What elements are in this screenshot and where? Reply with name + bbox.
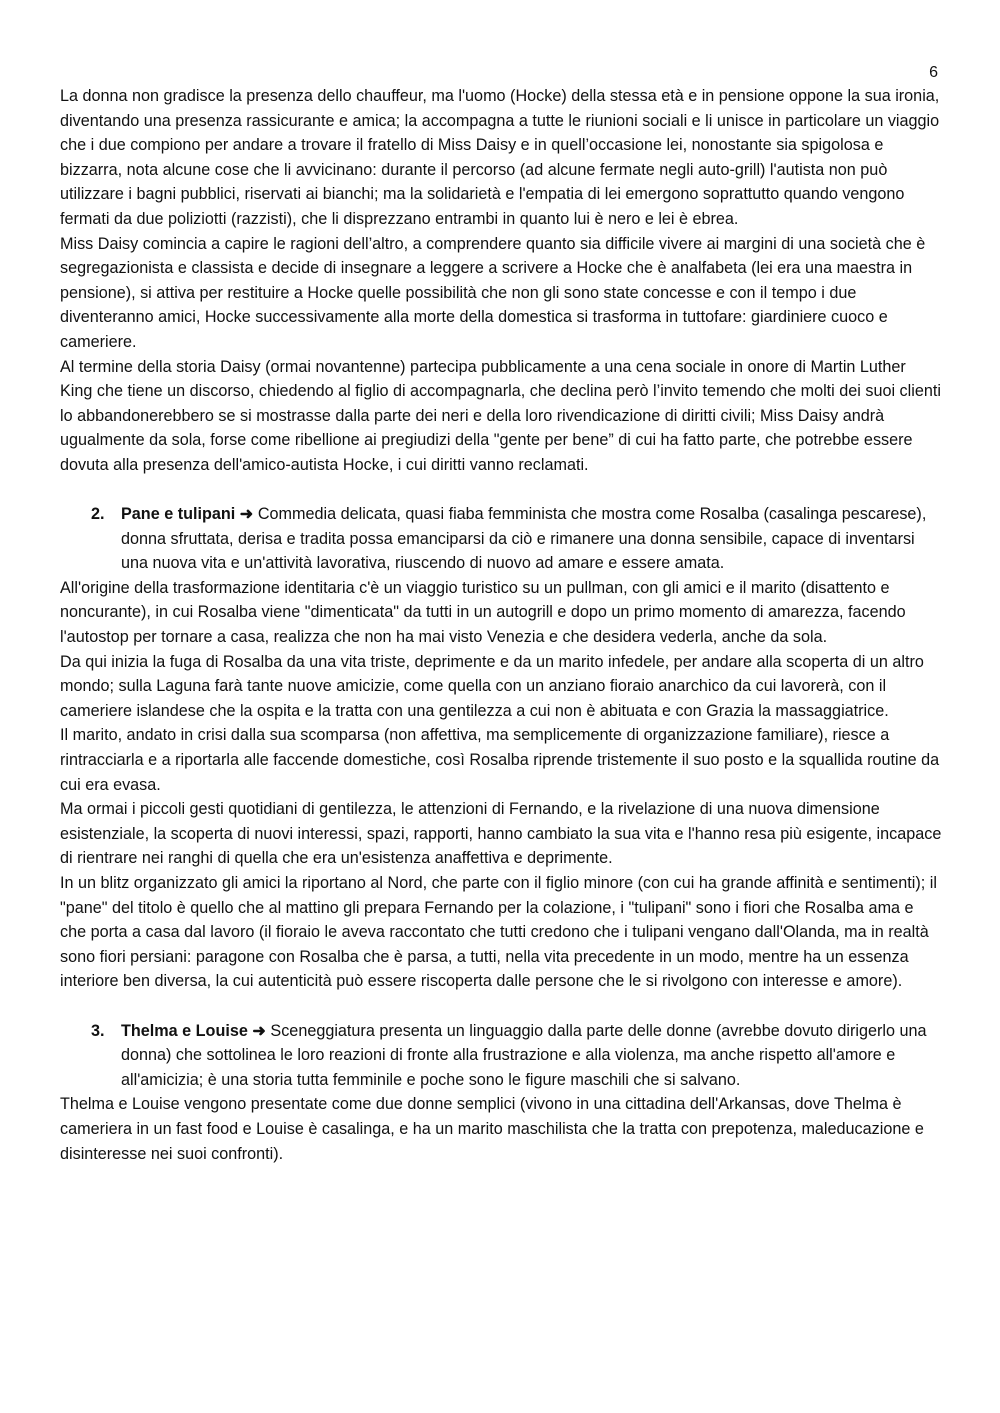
film-description: Commedia delicata, quasi fiaba femminista che mostra come Rosalba (casalinga pescarese), donna sfruttata, derisa e tradita possa emanciparsi da ciò e rimanere una donna sensibile, capace di inventarsi una nuova vita e un'attività lavorativa, riuscendo di nuovo ad amare e essere amata.	[121, 505, 927, 573]
list-item-thelma-e-louise	[60, 1019, 942, 1093]
paragraph: Da qui inizia la fuga di Rosalba da una vita triste, deprimente e da un marito infedele, per andare alla scoperta di un altro mondo; sulla Laguna farà tante nuove amicizie, come quella con un anziano fioraio anarchico da cui lavorerà, con il cameriere islandese che la ospita e la tratta con una gentilezza a cui non è abituata e con Grazia la massaggiatrice.	[60, 652, 924, 720]
paragraph: All'origine della trasformazione identitaria c'è un viaggio turistico su un pullman, con gli amici e il marito (disattento e noncurante), in cui Rosalba viene "dimenticata" da tutti in un autogrill e dopo un primo momento di amarezza, facendo l'autostop per tornare a casa, realizza che non ha mai visto Venezia e che desidera vederla, anche da sola.	[60, 578, 906, 647]
paragraph: Il marito, andato in crisi dalla sua scomparsa (non affettiva, ma semplicemente di organizzazione familiare), riesce a rintracciarla e a riportarla alle faccende domestiche, così Rosalba riprende tristemente il suo posto e la squallida routine da cui era evasa.	[60, 726, 940, 794]
film-title: Pane e tulipani	[121, 505, 236, 524]
document-body	[60, 84, 942, 1166]
paragraph: Miss Daisy comincia a capire le ragioni dell’altro, a comprendere quanto sia difficile vivere ai margini di una società che è segregazionista e classista e decide di insegnare a leggere a scrivere a Hocke che è analfabeta (lei era una maestra in pensione), si attiva per restituire a Hocke quelle possibilità che non gli sono state concesse e con il tempo i due diventeranno amici, Hocke successivamente alla morte della domestica si trasforma in tuttofare: giardiniere cuoco e cameriere.	[60, 234, 926, 351]
blank-line	[60, 994, 942, 1019]
page-number: 6	[929, 64, 938, 81]
paragraph: In un blitz organizzato gli amici la riportano al Nord, che parte con il figlio minore (con cui ha grande affinità e sentimenti); il "pane" del titolo è quello che al mattino gli prepara Fernando per la colazione, i "tulipani" sono i fiori che Rosalba ama e che porta a casa dal lavoro (il fioraio le aveva raccontato che tutti credono che i tulipani vengano dall'Olanda, ma in realtà sono fiori persiani: paragone con Rosalba che è parsa, a tutti, nella vita precedente in un modo, mentre ha un essenza interiore ben diversa, la cui autenticità può essere riscoperta dalle persone che le si rivolgono con interesse e amore).	[60, 874, 937, 991]
film-description: Sceneggiatura presenta un linguaggio dalla parte delle donne (avrebbe dovuto dirigerlo una donna) che sottolinea le loro reazioni di fronte alla frustrazione e alla violenza, ma anche rispetto all'amore e all'amicizia; è una storia tutta femminile e poche sono le figure maschili che si salvano.	[121, 1021, 927, 1089]
paragraph: Al termine della storia Daisy (ormai novantenne) partecipa pubblicamente a una cena sociale in onore di Martin Luther King che tiene un discorso, chiedendo al figlio di accompagnarla, che declina però l’invito temendo che molti dei suoi clienti lo abbandonerebbero se si mostrasse dalla parte dei neri e della loro rivendicazione di diritti civili; Miss Daisy andrà ugualmente da sola, forse come ribellione ai pregiudizi della "gente per bene” di cui ha fatto parte, che potrebbe essere dovuta alla presenza dell'amico-autista Hocke, i cui diritti vanno reclamati.	[60, 357, 941, 474]
paragraph: La donna non gradisce la presenza dello chauffeur, ma l'uomo (Hocke) della stessa età e in pensione oppone la sua ironia, diventando una presenza rassicurante e amica; la accompagna a tutte le riunioni sociali e li unisce in particolare un viaggio che i due compiono per andare a trovare il fratello di Miss Daisy e in quell’occasione lei, nonostante sia spigolosa e bizzarra, nota alcune cose che li avvicinano: durante il percorso (ad alcune fermate negli auto-grill) l'autista non può utilizzare i bagni pubblici, riservati ai bianchi; ma la solidarietà e l'empatia di lei emergono soprattutto quando vengono fermati da due poliziotti (razzisti), che li disprezzano entrambi in quanto lui è nero e lei è ebrea.	[60, 87, 940, 228]
list-item-pane-e-tulipani	[60, 502, 942, 576]
film-title: Thelma e Louise	[121, 1021, 248, 1040]
arrow-icon: ➜	[239, 505, 254, 524]
list-number: 2.	[91, 505, 105, 524]
paragraph: Thelma e Louise vengono presentate come due donne semplici (vivono in una cittadina dell'Arkansas, dove Thelma è cameriera in un fast food e Louise è casalinga, e ha un marito maschilista che la tratta con prepotenza, maleducazione e disinteresse nei suoi confronti).	[60, 1095, 924, 1163]
blank-line	[60, 478, 942, 503]
arrow-icon: ➜	[252, 1021, 266, 1040]
paragraph: Ma ormai i piccoli gesti quotidiani di gentilezza, le attenzioni di Fernando, e la rivelazione di una nuova dimensione esistenziale, la scoperta di nuovi interessi, spazi, rapporti, hanno cambiato la sua vita e l'hanno resa più esigente, incapace di rientrare nei ranghi di quella che era un'esistenza anaffettiva e deprimente.	[60, 800, 942, 868]
list-number: 3.	[91, 1021, 105, 1040]
